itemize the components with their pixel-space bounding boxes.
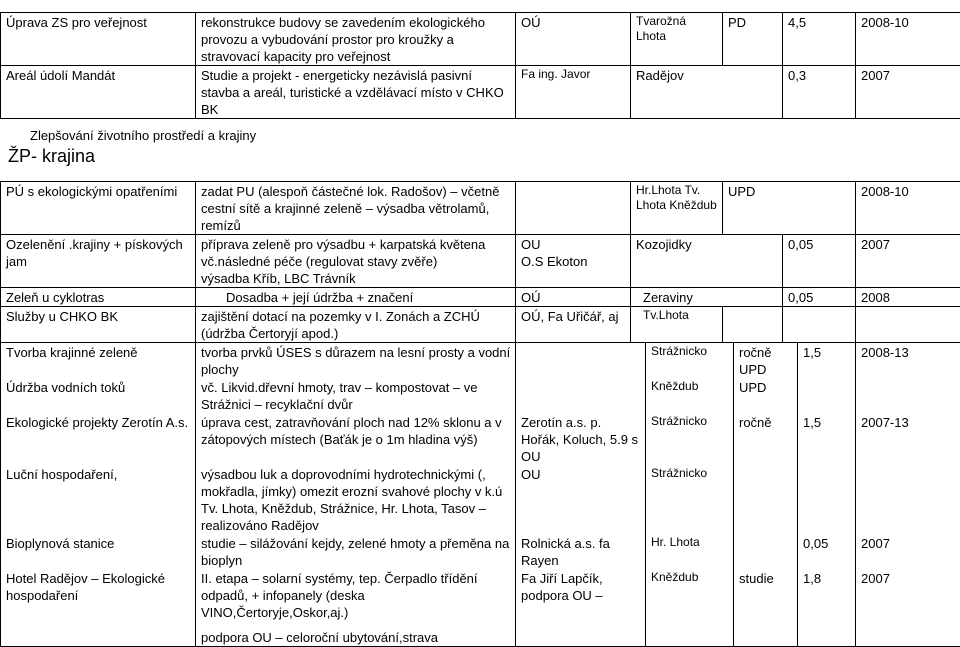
description-line: výsadba Kříb, LBC Trávník bbox=[201, 270, 511, 287]
project-cost: 1,8 bbox=[798, 569, 856, 647]
project-description: vč. Likvid.dřevní hmoty, trav – kompostovat – ve Strážnici – recyklační dvůr bbox=[196, 378, 516, 413]
table-row bbox=[1, 66, 960, 119]
bottom-table bbox=[0, 342, 960, 647]
project-name: PÚ s ekologickými opatřeními bbox=[1, 182, 196, 235]
table-row bbox=[1, 343, 960, 379]
project-location: Strážnicko bbox=[646, 465, 734, 534]
project-cost: 0,05 bbox=[798, 534, 856, 569]
project-name: Služby u CHKO BK bbox=[1, 307, 196, 343]
table-row bbox=[1, 378, 960, 413]
project-cost: 1,5 bbox=[798, 413, 856, 465]
project-name: Bioplynová stanice bbox=[1, 534, 196, 569]
table-row bbox=[1, 534, 960, 569]
empty-cell bbox=[723, 307, 783, 343]
project-cost: 0,05 bbox=[783, 288, 856, 307]
project-location: Kozojidky bbox=[631, 235, 783, 288]
table-row bbox=[1, 465, 960, 534]
empty-cell bbox=[798, 465, 856, 534]
project-status: ročně bbox=[734, 413, 798, 465]
project-year: 2008-10 bbox=[856, 13, 960, 66]
project-year: 2008 bbox=[856, 288, 960, 307]
project-name: Údržba vodních toků bbox=[1, 378, 196, 413]
project-location: Kněždub bbox=[646, 378, 734, 413]
project-owner bbox=[516, 235, 631, 288]
project-year: 2007 bbox=[856, 534, 960, 569]
project-name: Zeleň u cyklotras bbox=[1, 288, 196, 307]
project-name: Areál údolí Mandát bbox=[1, 66, 196, 119]
project-location: Tv.Lhota bbox=[631, 307, 723, 343]
project-description bbox=[196, 235, 516, 288]
project-description: Dosadba + její údržba + značení bbox=[196, 288, 516, 307]
project-name: Ozelenění .krajiny + pískových jam bbox=[1, 235, 196, 288]
project-description: zajištění dotací na pozemky v I. Zonách a ZCHÚ (údržba Čertoryjí apod.) bbox=[196, 307, 516, 343]
empty-cell bbox=[516, 378, 646, 413]
project-year: 2007 bbox=[856, 569, 960, 647]
project-location: Zeraviny bbox=[631, 288, 783, 307]
empty-cell bbox=[783, 307, 856, 343]
table-row bbox=[1, 307, 960, 343]
empty-cell bbox=[856, 465, 960, 534]
project-cost: 0,05 bbox=[783, 235, 856, 288]
table-row bbox=[1, 413, 960, 465]
project-location: Strážnicko bbox=[646, 343, 734, 379]
project-owner: OÚ, Fa Uřičář, aj bbox=[516, 307, 631, 343]
project-status: UPD bbox=[723, 182, 856, 235]
project-description: výsadbou luk a doprovodními hydrotechnickými (, mokřadla, jímky) omezit erozní svahové plochy v k.ú Tv. Lhota, Kněždub, Strážnice, Hr. Lhota, Tasov – realizováno Radějov bbox=[196, 465, 516, 534]
project-status: PD bbox=[723, 13, 783, 66]
project-description: Studie a projekt - energeticky nezávislá pasivní stavba a areál, turistické a vzdělávací místo v CHKO BK bbox=[196, 66, 516, 119]
project-description: tvorba prvků ÚSES s důrazem na lesní prosty a vodní plochy bbox=[196, 343, 516, 379]
project-name: Ekologické projekty Zerotín A.s. bbox=[1, 413, 196, 465]
project-year: 2007 bbox=[856, 235, 960, 288]
project-owner: Fa ing. Javor bbox=[516, 66, 631, 119]
table-row bbox=[1, 235, 960, 288]
project-status: ročně UPD bbox=[734, 343, 798, 379]
project-cost: 0,3 bbox=[783, 66, 856, 119]
table-row bbox=[1, 288, 960, 307]
project-description: studie – silážování kejdy, zelené hmoty a přeměna na bioplyn bbox=[196, 534, 516, 569]
owner-line: O.S Ekoton bbox=[521, 253, 626, 270]
project-status: UPD bbox=[734, 378, 798, 413]
empty-cell bbox=[798, 378, 856, 413]
project-year: 2008-13 bbox=[856, 343, 960, 379]
project-owner: OÚ bbox=[516, 288, 631, 307]
project-owner: Fa Jiří Lapčík, podpora OU – bbox=[516, 569, 646, 647]
project-cost: 1,5 bbox=[798, 343, 856, 379]
project-owner: OU bbox=[516, 465, 646, 534]
project-name: Úprava ZS pro veřejnost bbox=[1, 13, 196, 66]
table-row bbox=[1, 13, 960, 66]
project-owner: Rolnická a.s. fa Rayen bbox=[516, 534, 646, 569]
table-row bbox=[1, 182, 960, 235]
project-status: studie bbox=[734, 569, 798, 647]
project-description: zadat PU (alespoň částečné lok. Radošov) – včetně cestní sítě a krajinné zeleně – výsadba větrolamů, remízů bbox=[196, 182, 516, 235]
project-location: Radějov bbox=[631, 66, 783, 119]
project-name: Luční hospodaření, bbox=[1, 465, 196, 534]
section-subtitle: Zlepšování životního prostředí a krajiny bbox=[30, 128, 256, 143]
description-line: II. etapa – solarní systémy, tep. Čerpadlo třídění odpadů, + infopanely (deska VINO,Čertoryje,Oskor,aj.) bbox=[201, 570, 511, 621]
project-year: 2007 bbox=[856, 66, 960, 119]
empty-cell bbox=[856, 307, 960, 343]
project-description: rekonstrukce budovy se zavedením ekologického provozu a vybudování prostor pro kroužky a stravovací kapacity pro veřejnost bbox=[196, 13, 516, 66]
section-title: ŽP- krajina bbox=[8, 146, 95, 167]
description-line: vč.následné péče (regulovat stavy zvěře) bbox=[201, 253, 511, 270]
project-owner bbox=[516, 182, 631, 235]
owner-line: OU bbox=[521, 236, 626, 253]
middle-table bbox=[0, 181, 960, 343]
empty-cell bbox=[734, 465, 798, 534]
project-location: Strážnicko bbox=[646, 413, 734, 465]
empty-cell bbox=[734, 534, 798, 569]
project-location: Hr. Lhota bbox=[646, 534, 734, 569]
project-description: úprava cest, zatravňování ploch nad 12% sklonu a v zátopových místech (Baťák je o 1m hladina výš) bbox=[196, 413, 516, 465]
project-year: 2008-10 bbox=[856, 182, 960, 235]
description-line: podpora OU – celoroční ubytování,strava bbox=[201, 629, 511, 646]
project-owner: Zerotín a.s. p. Hořák, Koluch, 5.9 s OU bbox=[516, 413, 646, 465]
project-name: Tvorba krajinné zeleně bbox=[1, 343, 196, 379]
empty-cell bbox=[516, 343, 646, 379]
project-owner: OÚ bbox=[516, 13, 631, 66]
project-cost: 4,5 bbox=[783, 13, 856, 66]
project-location: Kněždub bbox=[646, 569, 734, 647]
project-location: Tvarožná Lhota bbox=[631, 13, 723, 66]
empty-cell bbox=[856, 378, 960, 413]
project-name: Hotel Radějov – Ekologické hospodaření bbox=[1, 569, 196, 647]
description-line: příprava zeleně pro výsadbu + karpatská květena bbox=[201, 236, 511, 253]
project-location: Hr.Lhota Tv. Lhota Kněždub bbox=[631, 182, 723, 235]
top-table bbox=[0, 12, 960, 119]
project-year: 2007-13 bbox=[856, 413, 960, 465]
